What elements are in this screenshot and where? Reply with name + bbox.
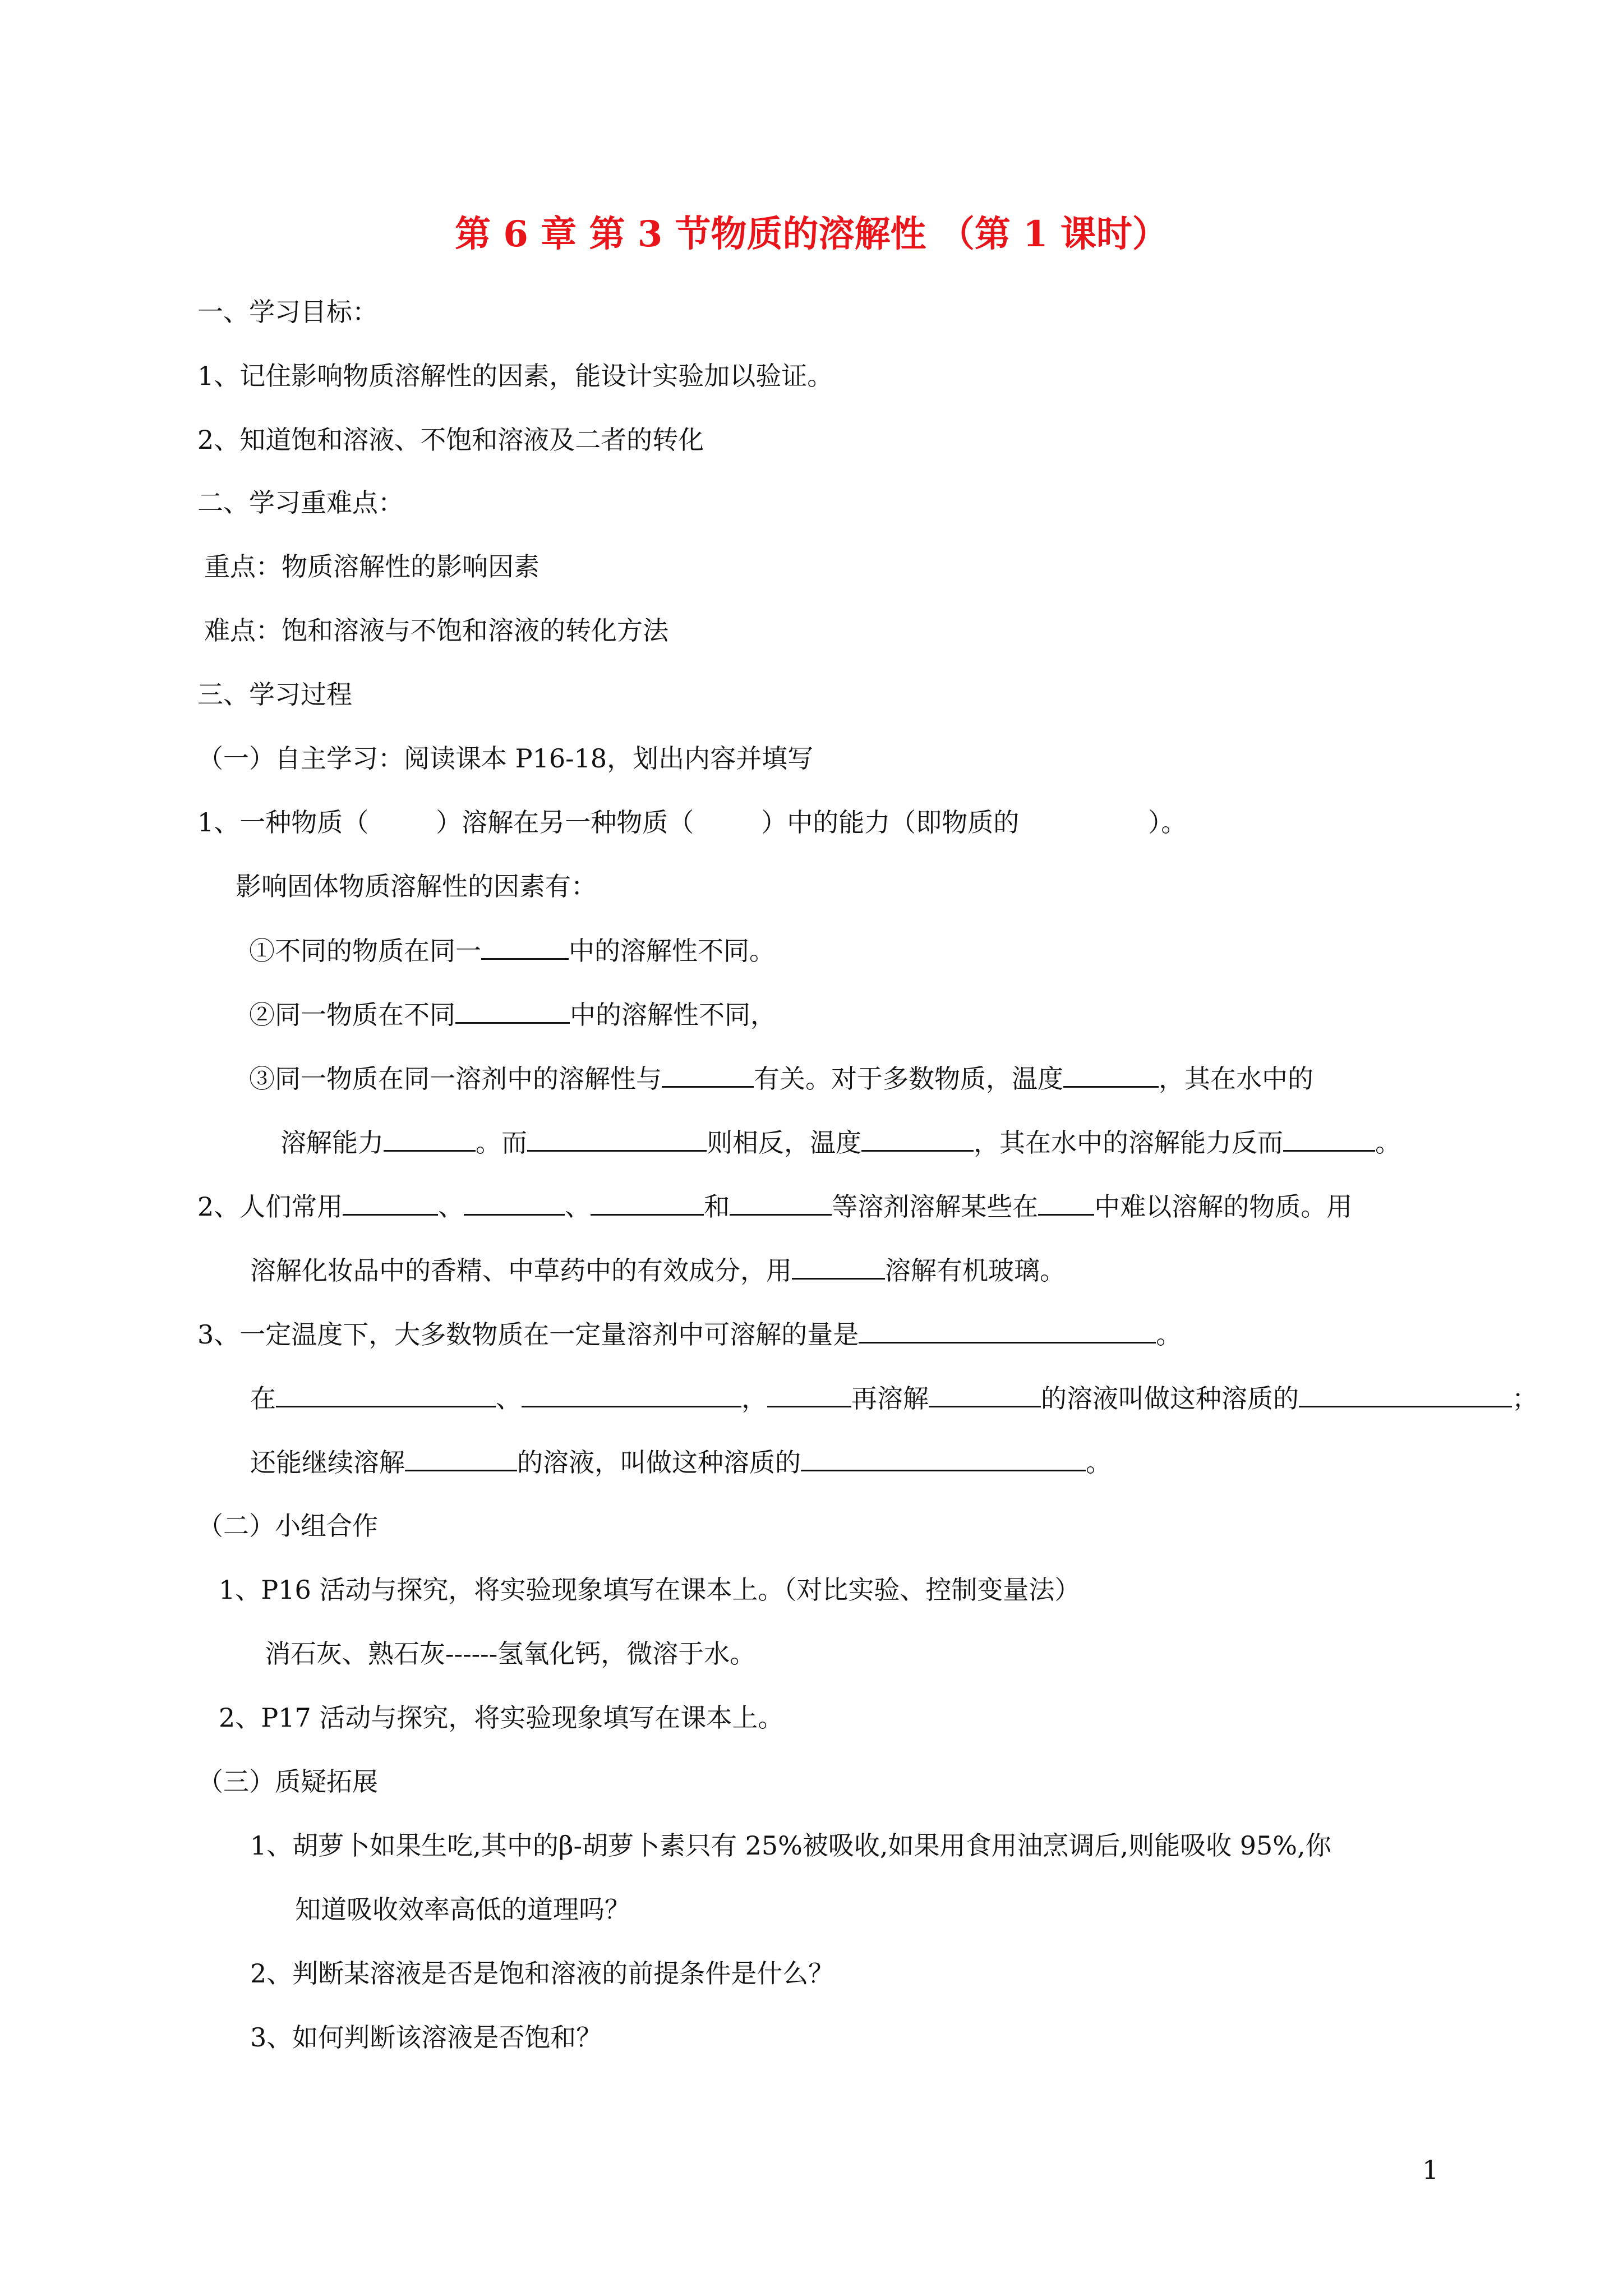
factor-3-cont	[280, 1125, 1401, 1159]
f3c-blank-1[interactable]	[384, 1125, 476, 1152]
factor-1	[249, 933, 775, 967]
q3c1-text-a: 在	[250, 1383, 276, 1414]
question-3-cont-1	[250, 1381, 1538, 1415]
q3c1-text-d: 再溶解	[851, 1383, 929, 1414]
q3c1-text-e: 的溶液叫做这种溶质的	[1041, 1383, 1299, 1414]
f3-blank-2[interactable]	[1063, 1061, 1159, 1088]
question-3	[197, 1317, 1182, 1351]
f3c-text-a: 溶解能力	[280, 1128, 384, 1158]
q2-blank-5[interactable]	[1038, 1189, 1094, 1216]
f1-text-a: ①不同的物质在同一	[249, 936, 481, 966]
f1-text-b: 中的溶解性不同。	[569, 936, 775, 966]
part2-item-3: 2、P17 活动与探究，将实验现象填写在课本上。	[219, 1703, 784, 1733]
question-2	[197, 1189, 1352, 1223]
f3-text-c: ，其在水中的	[1159, 1064, 1313, 1094]
q2-text-e: 等溶剂溶解某些在	[832, 1191, 1039, 1222]
q1-text-b: ）溶解在另一种物质（	[436, 807, 694, 838]
question-1	[197, 806, 1187, 839]
part3-question-2: 2、判断某溶液是否是饱和溶液的前提条件是什么？	[250, 1958, 834, 1989]
q2-blank-2[interactable]	[464, 1189, 565, 1216]
f2-text-b: 中的溶解性不同，	[570, 1000, 776, 1030]
q3c1-blank-2[interactable]	[522, 1381, 741, 1407]
goal-1: 1、记住影响物质溶解性的因素，能设计实验加以验证。	[197, 361, 833, 391]
f3c-text-b: 。而	[476, 1128, 527, 1158]
f2-text-a: ②同一物质在不同	[249, 1000, 455, 1030]
q2-blank-1[interactable]	[343, 1189, 438, 1216]
q3c2-blank-1[interactable]	[405, 1445, 517, 1471]
q3c1-blank-4[interactable]	[929, 1381, 1041, 1407]
q3c1-blank-5[interactable]	[1299, 1381, 1512, 1407]
factor-2	[249, 997, 776, 1031]
q3c1-text-f: ；	[1512, 1383, 1538, 1414]
part2-heading: （二）小组合作	[197, 1511, 378, 1541]
part3-question-3: 3、如何判断该溶液是否饱和？	[250, 2022, 602, 2053]
part3-heading: （三）质疑拓展	[197, 1766, 378, 1797]
factors-intro: 影响固体物质溶解性的因素有：	[236, 871, 597, 901]
q2-text-b: 、	[438, 1191, 464, 1222]
q2-text-f: 中难以溶解的物质。用	[1094, 1191, 1353, 1222]
key-point: 重点：物质溶解性的影响因素	[204, 551, 540, 582]
q1-text-a: 1、一种物质（	[197, 807, 369, 838]
goal-2: 2、知道饱和溶液、不饱和溶液及二者的转化	[197, 425, 704, 455]
f3-text-b: 有关。对于多数物质，温度	[754, 1064, 1063, 1094]
q2c-text-b: 溶解有机玻璃。	[885, 1255, 1066, 1286]
q3c2-text-b: 的溶液，叫做这种溶质的	[517, 1447, 801, 1478]
q3-text-b: 。	[1156, 1319, 1182, 1350]
q3-text-a: 3、一定温度下，大多数物质在一定量溶剂中可溶解的量是	[197, 1319, 859, 1350]
q2c-blank[interactable]	[792, 1253, 885, 1280]
q1-text-c: ）中的能力（即物质的	[761, 807, 1020, 838]
f3-blank-1[interactable]	[662, 1061, 754, 1088]
q3c2-text-a: 还能继续溶解	[250, 1447, 405, 1478]
page-title: 第 6 章 第 3 节物质的溶解性 （第 1 课时）	[455, 213, 1168, 255]
part2-item-2: 消石灰、熟石灰------氢氧化钙，微溶于水。	[265, 1639, 756, 1669]
q3c1-text-b: 、	[496, 1383, 522, 1414]
q3c1-text-c: ，	[741, 1383, 767, 1414]
part2-item-1: 1、P16 活动与探究，将实验现象填写在课本上。（对比实验、控制变量法）	[219, 1575, 1081, 1605]
q2-text-d: 和	[704, 1191, 730, 1222]
f2-blank[interactable]	[455, 997, 570, 1024]
question-2-cont	[250, 1253, 1066, 1287]
page-number: 1	[1422, 2155, 1439, 2185]
part3-question-1-cont: 知道吸收效率高低的道理吗？	[295, 1894, 630, 1925]
q2-text-a: 2、人们常用	[197, 1191, 343, 1222]
f3c-text-e: 。	[1375, 1128, 1401, 1158]
part3-question-1: 1、胡萝卜如果生吃,其中的β-胡萝卜素只有 25%被吸收,如果用食用油烹调后,则能吸收 95%,你	[250, 1830, 1331, 1861]
factor-3	[249, 1061, 1313, 1095]
q2-text-c: 、	[565, 1191, 591, 1222]
part1-heading: （一）自主学习：阅读课本 P16-18，划出内容并填写	[197, 743, 814, 774]
f3-text-a: ③同一物质在同一溶剂中的溶解性与	[249, 1064, 662, 1094]
f3c-text-d: ，其在水中的溶解能力反而	[974, 1128, 1283, 1158]
difficult-point: 难点：饱和溶液与不饱和溶液的转化方法	[204, 615, 668, 646]
q3c1-blank-3[interactable]	[767, 1381, 851, 1407]
f3c-blank-2[interactable]	[527, 1125, 707, 1152]
section3-heading: 三、学习过程	[197, 679, 352, 710]
f3c-blank-3[interactable]	[861, 1125, 974, 1152]
q3-blank[interactable]	[859, 1317, 1156, 1343]
q2-blank-4[interactable]	[730, 1189, 832, 1216]
f3c-text-c: 则相反，温度	[707, 1128, 861, 1158]
q3c2-blank-2[interactable]	[801, 1445, 1086, 1471]
q3c1-blank-1[interactable]	[276, 1381, 496, 1407]
section2-heading: 二、学习重难点：	[197, 487, 404, 518]
question-3-cont-2	[250, 1445, 1112, 1479]
section1-heading: 一、学习目标：	[197, 297, 378, 327]
q2c-text-a: 溶解化妆品中的香精、中草药中的有效成分，用	[250, 1255, 792, 1286]
q3c2-text-c: 。	[1086, 1447, 1112, 1478]
f3c-blank-4[interactable]	[1283, 1125, 1375, 1152]
q2-blank-3[interactable]	[591, 1189, 704, 1216]
q1-text-d: ）。	[1148, 807, 1187, 838]
f1-blank[interactable]	[481, 933, 569, 960]
